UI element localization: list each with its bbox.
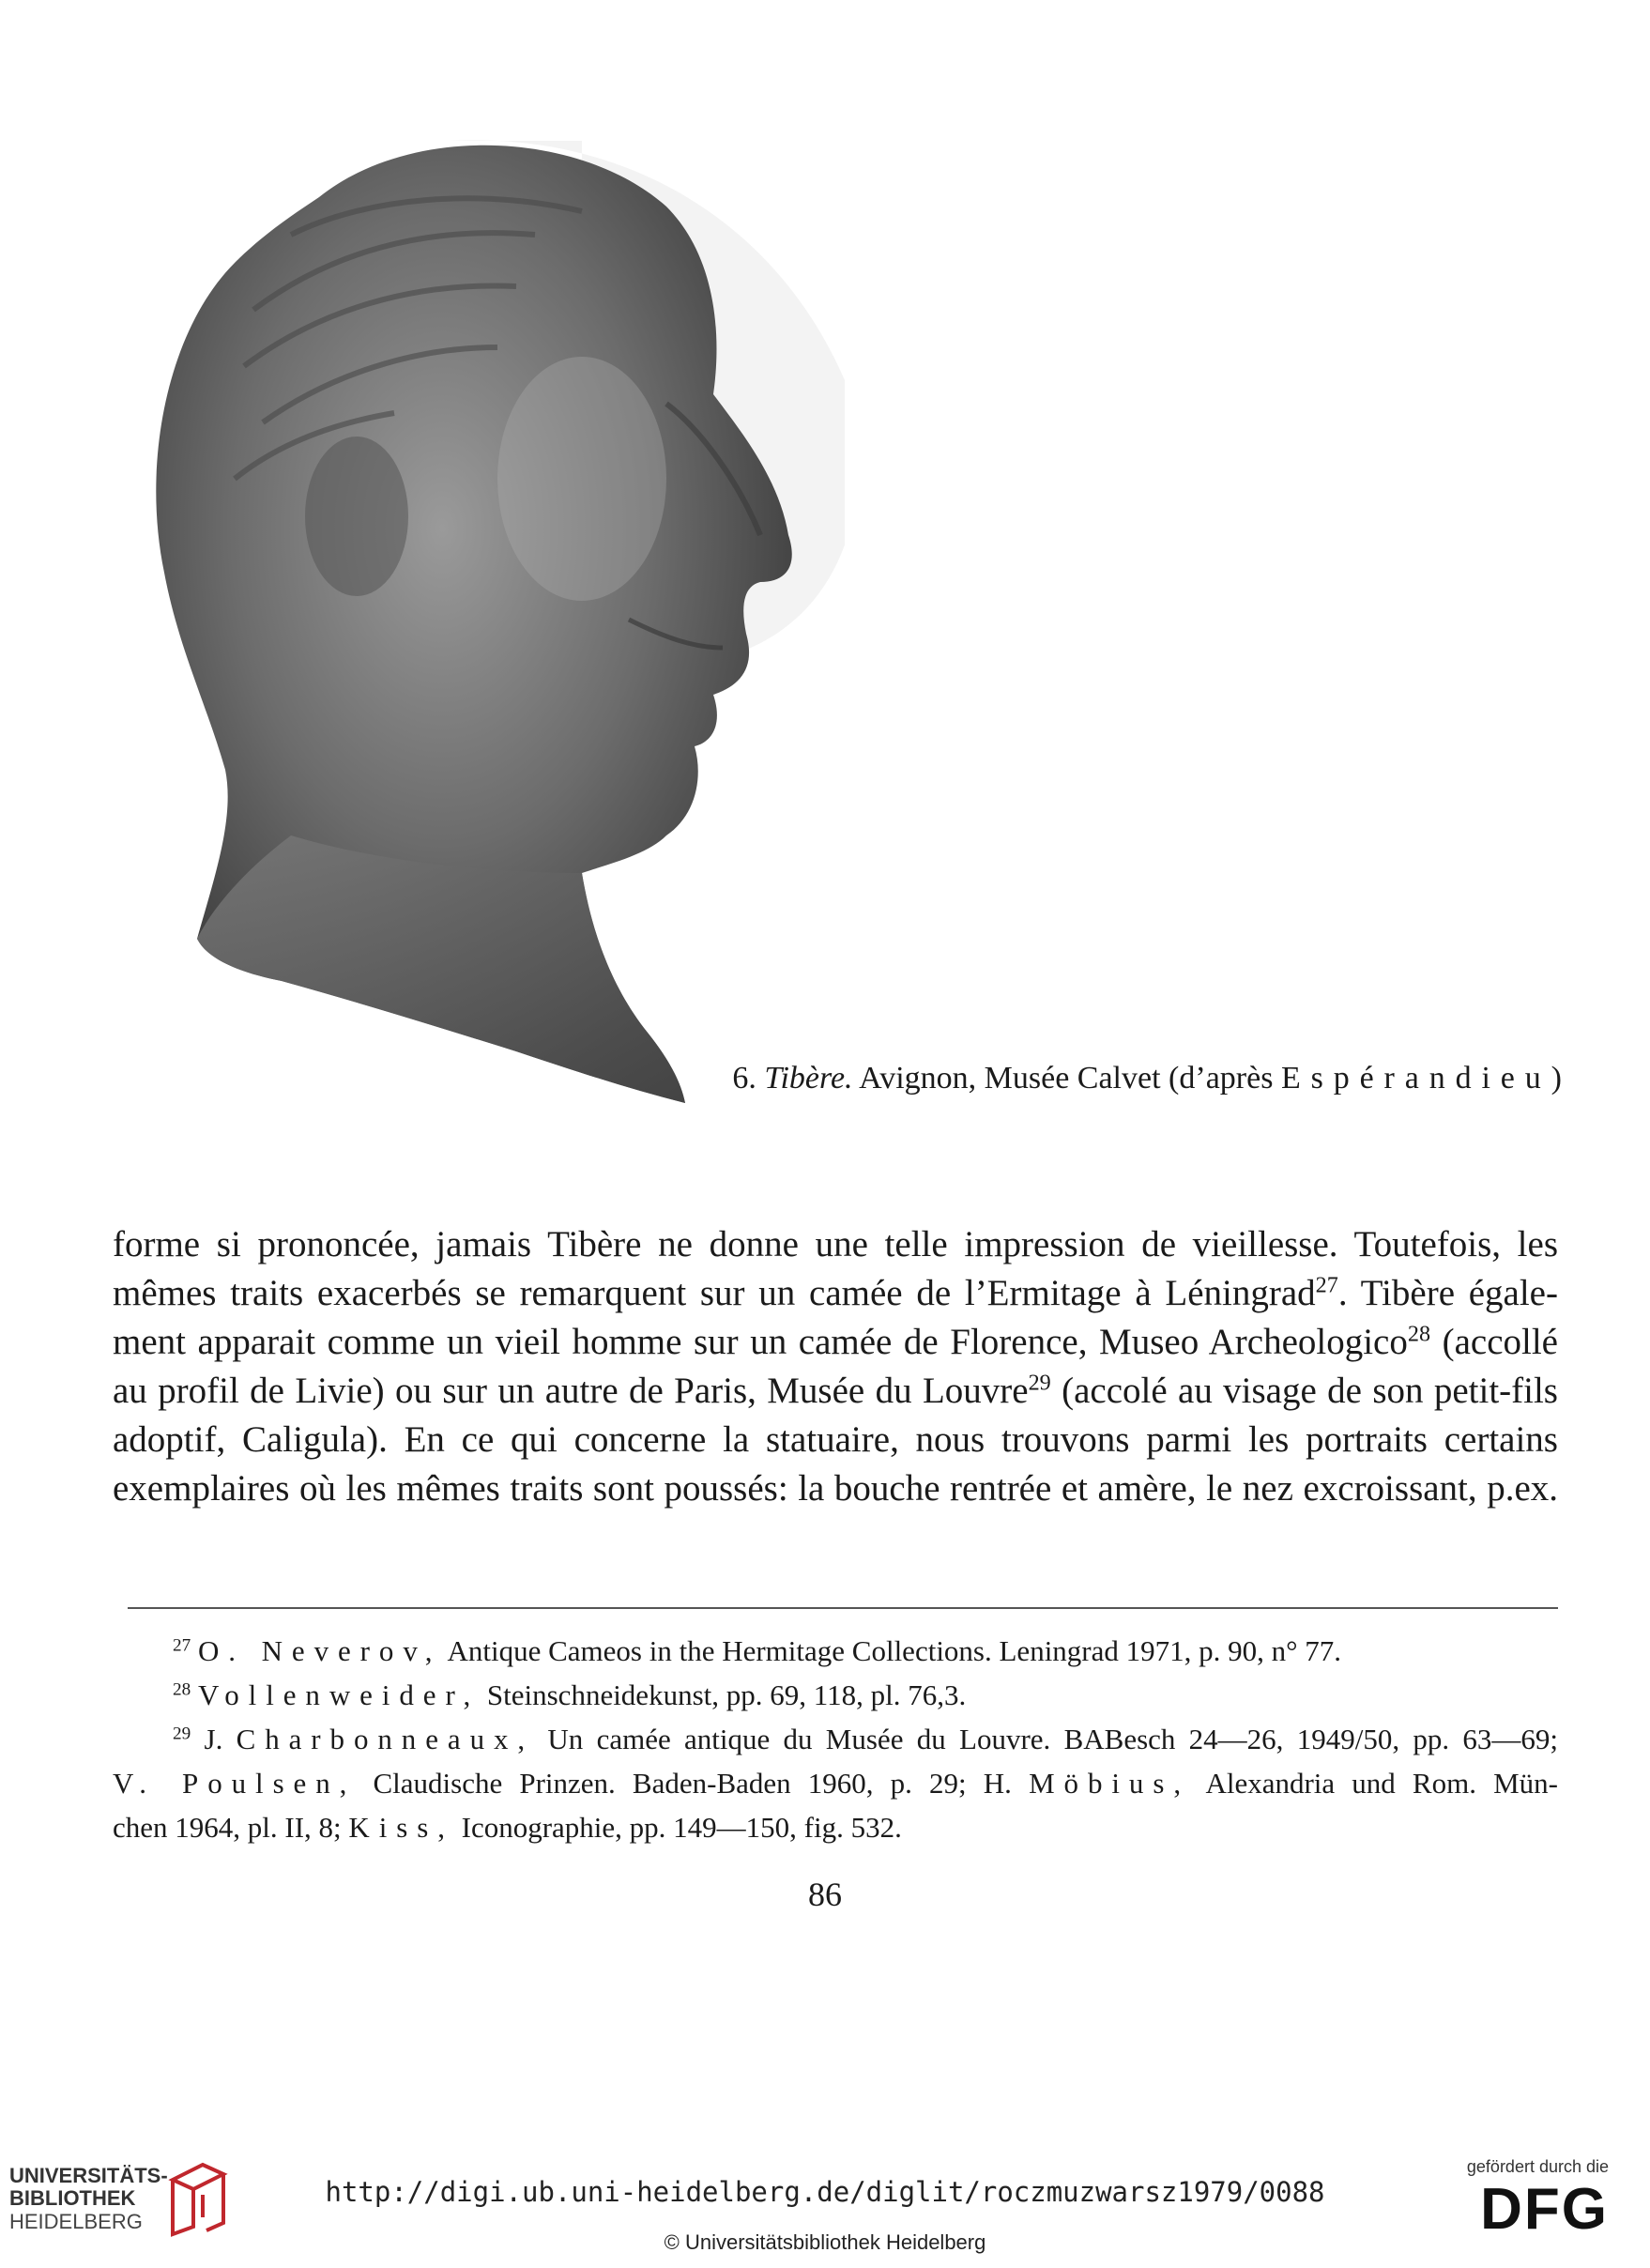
footnote-text: Un camée antique du Musée du Louvre. BABesch 24—26, 1949/50, pp. 63—69;: [534, 1723, 1559, 1755]
footnote-27: [113, 1629, 1558, 1673]
body-line-text: exemplaires où les mêmes traits sont poussés: la bouche rentrée et amère, le nez excroissant, p.ex.: [113, 1468, 1558, 1509]
footnote-text: Steinschneidekunst, pp. 69, 118, pl. 76,3.: [480, 1678, 967, 1711]
figure-location: Avignon, Musée Calvet (d’après: [852, 1061, 1281, 1096]
library-name-line: HEIDELBERG: [9, 2210, 143, 2233]
page-number: 86: [808, 1876, 842, 1913]
figure-number: 6.: [732, 1061, 756, 1096]
footnote-divider: [128, 1607, 1558, 1609]
body-line: [113, 1220, 1558, 1269]
footnote-number: 27: [173, 1635, 191, 1656]
portrait-relief-image: [141, 122, 845, 1136]
footnote-line: [113, 1761, 1558, 1805]
body-line: [113, 1269, 1558, 1318]
copyright-notice: © Universitätsbibliothek Heidelberg: [664, 2230, 986, 2254]
library-name-line: UNIVERSITÄTS-: [9, 2164, 168, 2187]
footnote-author: Kiss,: [348, 1811, 454, 1844]
body-line: [113, 1464, 1558, 1513]
footnote-author: Charbonneaux,: [236, 1723, 535, 1755]
dfg-logo: DFG: [1480, 2177, 1609, 2242]
body-line-text: forme si prononcée, jamais Tibère ne donne une telle impression de vieillesse. Toutefois, les: [113, 1224, 1558, 1264]
footnote-28: [113, 1673, 1558, 1717]
digitization-footer: [0, 2150, 1650, 2268]
figure-caption-close: ): [1551, 1061, 1562, 1096]
footnotes: [113, 1629, 1558, 1849]
body-line-text: (accollé: [1430, 1322, 1558, 1362]
footnote-text: Antique Cameos in the Hermitage Collections. Leningrad 1971, p. 90, n° 77.: [441, 1634, 1342, 1667]
body-line-text: . Tibère égale-: [1337, 1273, 1558, 1313]
figure-caption: [698, 1061, 1562, 1096]
figure-title: Tibère.: [764, 1061, 853, 1096]
dfg-sponsor[interactable]: [1440, 2157, 1609, 2243]
body-line: [113, 1367, 1558, 1416]
footnote-number: 29: [173, 1724, 191, 1744]
footnote-author: Vollenweider,: [197, 1678, 481, 1711]
footnote-ref[interactable]: 27: [1315, 1272, 1338, 1298]
footnote-text: chen 1964, pl. II, 8;: [113, 1811, 349, 1844]
library-name-line: BIBLIOTHEK: [9, 2186, 136, 2210]
body-line-text: ment apparait comme un vieil homme sur un camée de Florence, Museo Archeologico: [113, 1322, 1408, 1362]
tiberius-portrait-figure: [141, 122, 845, 1136]
body-line: [113, 1318, 1558, 1367]
footnote-author: O. Neverov,: [197, 1634, 442, 1667]
body-paragraph: [113, 1220, 1558, 1513]
body-line: [113, 1416, 1558, 1464]
body-line-text: adoptif, Caligula). En ce qui concerne la statuaire, nous trouvons parmi les portraits certains: [113, 1419, 1558, 1460]
source-url-link[interactable]: http://digi.ub.uni-heidelberg.de/diglit/roczmuzwarsz1979/0088: [325, 2176, 1325, 2208]
sponsor-label: gefördert durch die: [1466, 2157, 1609, 2176]
body-line-text: (accolé au visage de son petit-fils: [1050, 1371, 1558, 1411]
footnote-number: 28: [173, 1679, 191, 1700]
footnote-line: [113, 1717, 1558, 1761]
footnote-ref[interactable]: 28: [1407, 1321, 1431, 1347]
figure-source-author: Espérandieu: [1280, 1061, 1551, 1096]
body-line-text: mêmes traits exacerbés se remarquent sur un camée de l’Ermitage à Léningrad: [113, 1273, 1316, 1313]
footnote-author: V. Poulsen,: [113, 1767, 357, 1800]
body-line-text: au profil de Livie) ou sur un autre de Paris, Musée du Louvre: [113, 1371, 1029, 1411]
footnote-29: [113, 1717, 1558, 1849]
footnote-text: Claudische Prinzen. Baden-Baden 1960, p. 29; H.: [356, 1767, 1030, 1800]
footnote-text: Iconographie, pp. 149—150, fig. 532.: [453, 1811, 902, 1844]
footnote-ref[interactable]: 29: [1028, 1370, 1051, 1396]
footnote-line: [113, 1805, 1558, 1849]
footnote-author: Möbius,: [1029, 1767, 1191, 1800]
footnote-text: Alexandria und Rom. Mün-: [1190, 1767, 1558, 1800]
footnote-text: J.: [204, 1723, 237, 1755]
